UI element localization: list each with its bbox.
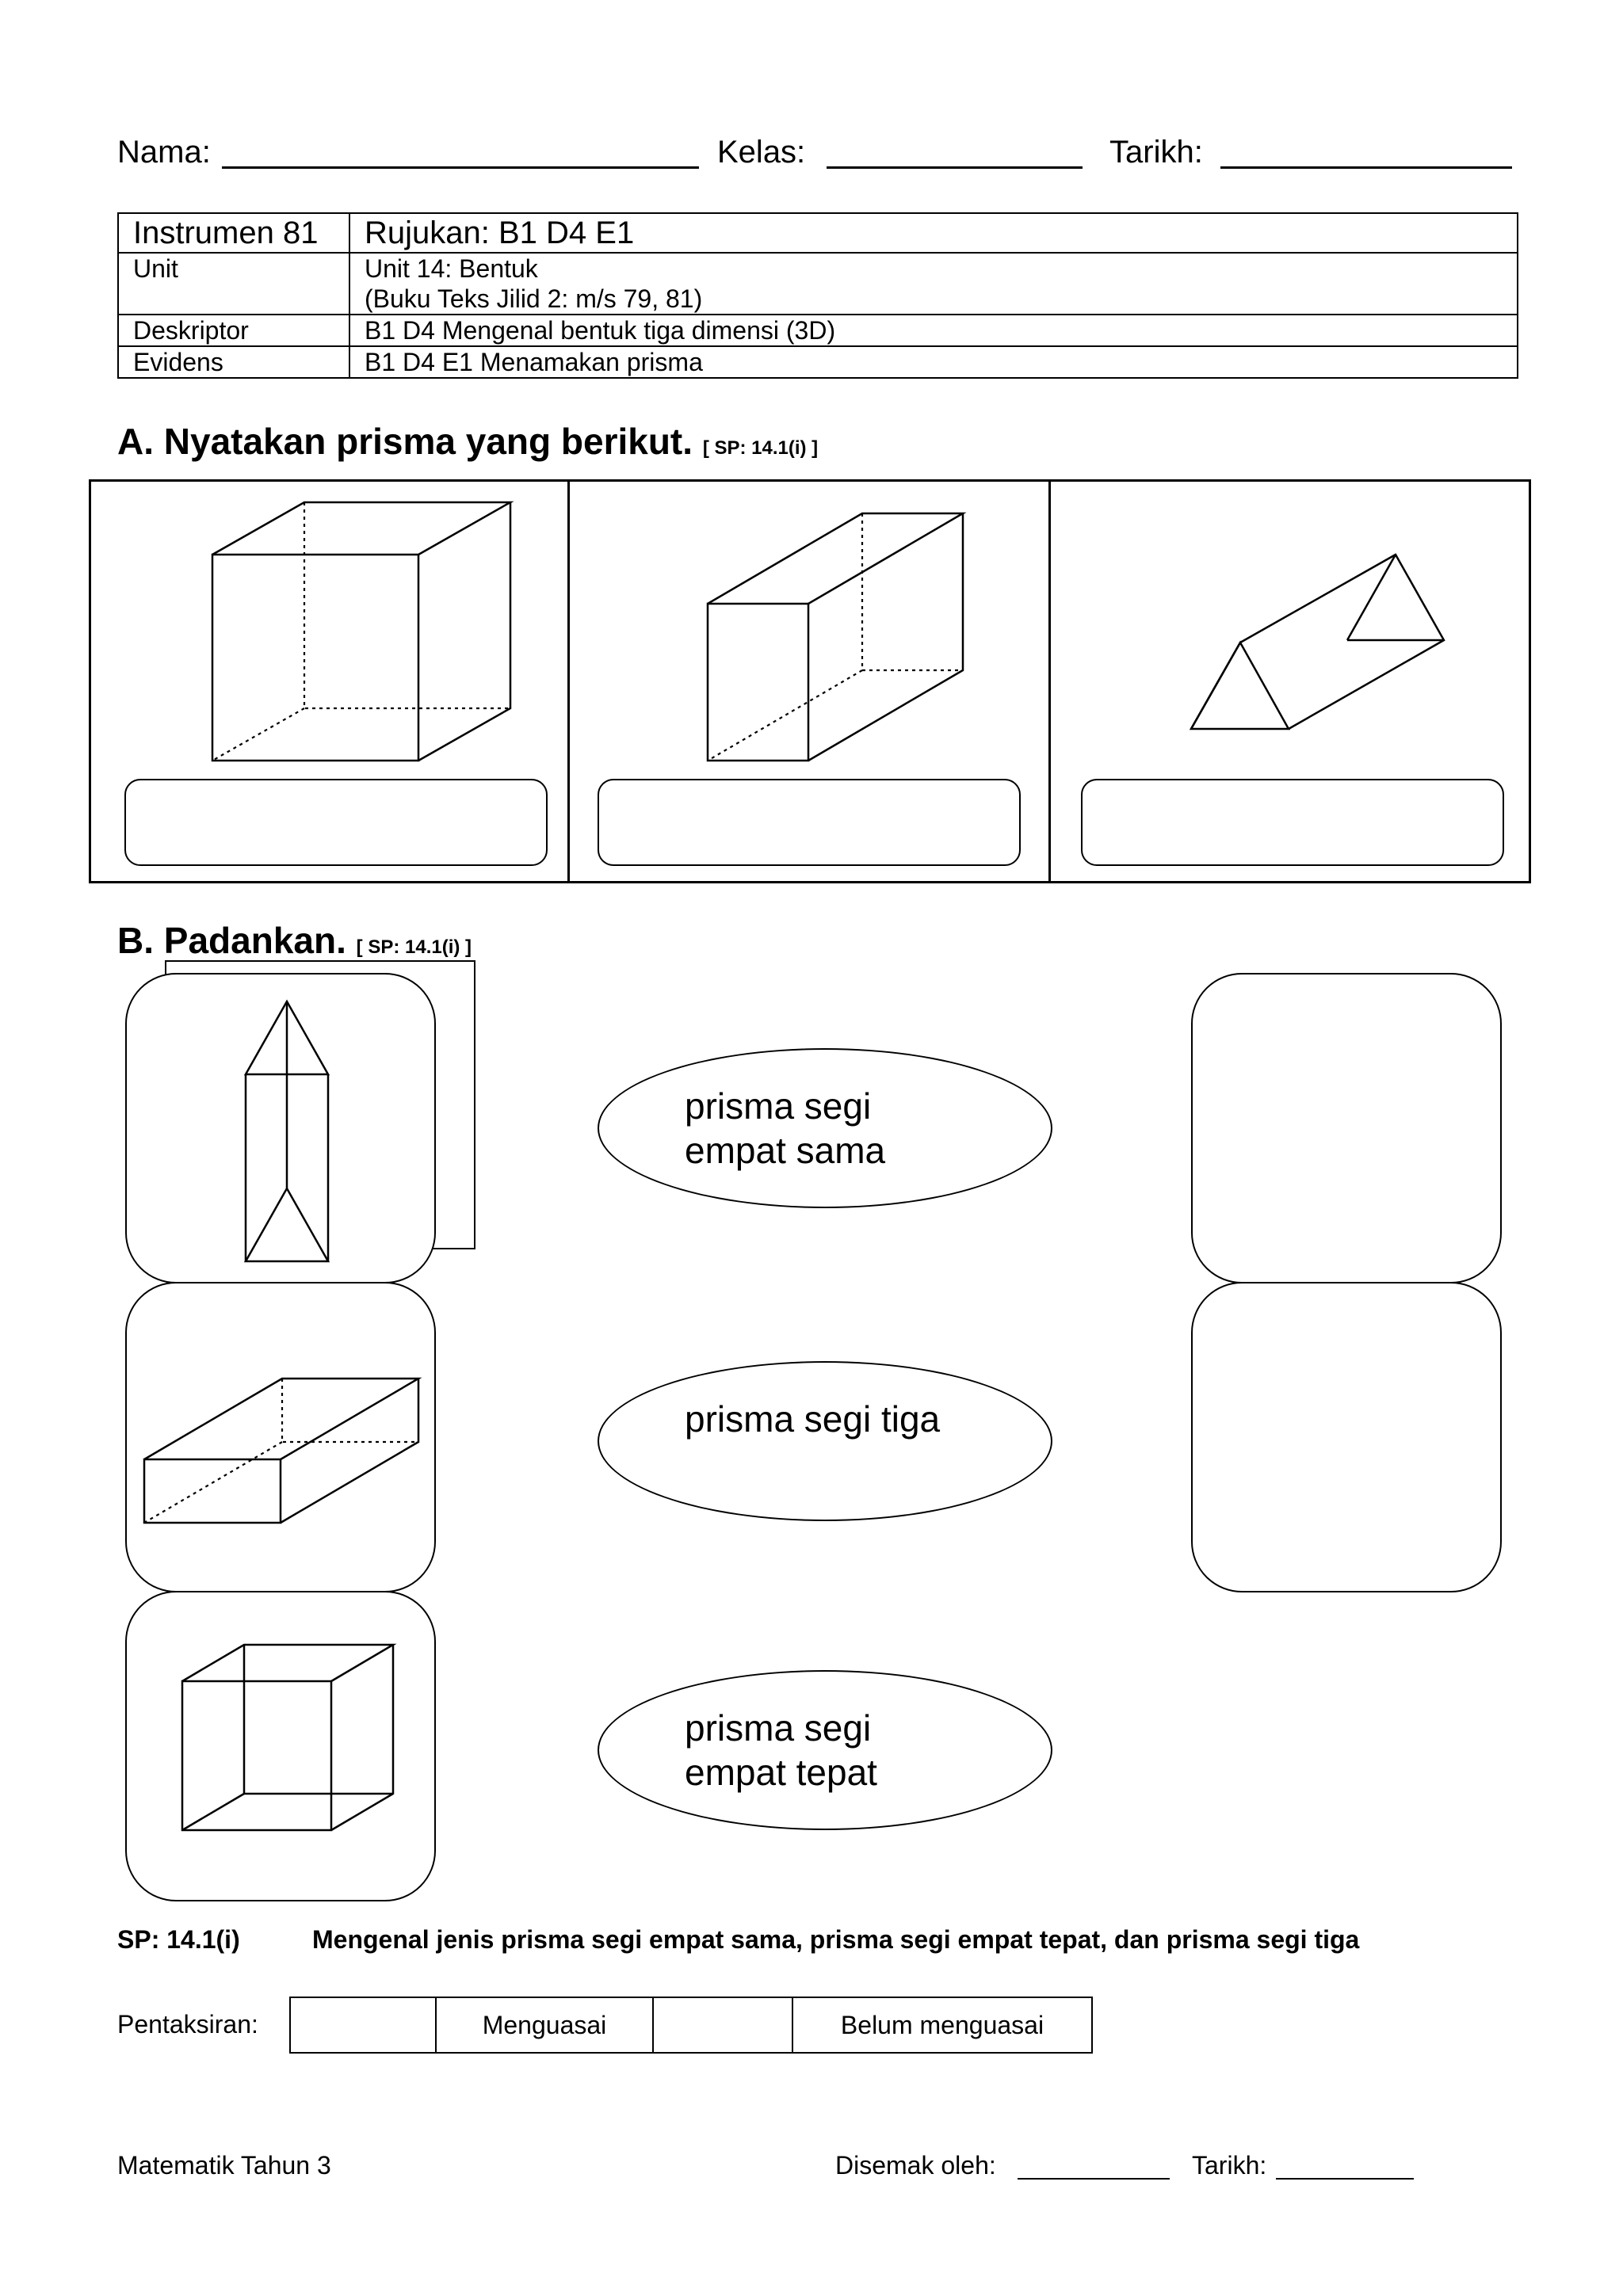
answer-box-2[interactable] <box>598 779 1021 866</box>
sp-code: SP: 14.1(i) <box>117 1925 240 1954</box>
unit-value: Unit 14: Bentuk (Buku Teks Jilid 2: m/s 79, 81) <box>349 253 1518 315</box>
answer-box-3[interactable] <box>1081 779 1504 866</box>
instrument-info-table <box>117 212 1518 379</box>
answer-match-box-1[interactable] <box>1191 973 1502 1283</box>
shape-box-2[interactable] <box>125 1282 436 1592</box>
small-cube-icon <box>0 0 1 1</box>
label-oval-2-text: prisma segi tiga <box>685 1398 941 1440</box>
descriptor-value: B1 D4 Mengenal bentuk tiga dimensi (3D) <box>349 315 1518 346</box>
unit-label: Unit <box>118 253 349 315</box>
answer-match-box-2[interactable] <box>1191 1282 1502 1592</box>
answer-box-1[interactable] <box>124 779 548 866</box>
evidence-label: Evidens <box>118 346 349 378</box>
name-field[interactable] <box>222 166 699 169</box>
checked-by-field[interactable] <box>1018 2178 1170 2180</box>
section-a-title: A. Nyatakan prisma yang berikut. [ SP: 14.1(i) ] <box>117 421 819 462</box>
not-mastered-label: Belum menguasai <box>792 1997 1092 2053</box>
class-field[interactable] <box>827 166 1083 169</box>
reference-code: Rujukan: B1 D4 E1 <box>349 213 1518 253</box>
class-label: Kelas: <box>717 135 806 170</box>
shape-box-3[interactable] <box>125 1591 436 1901</box>
mastered-label: Menguasai <box>436 1997 653 2053</box>
assessment-table <box>289 1997 1093 2054</box>
instrument-number: Instrumen 81 <box>118 213 349 253</box>
subject-label: Matematik Tahun 3 <box>117 2151 331 2180</box>
label-oval-1-text: prisma segi empat sama <box>685 1085 886 1171</box>
date-label: Tarikh: <box>1109 135 1203 170</box>
footer-date-field[interactable] <box>1276 2178 1414 2180</box>
shape-box-1[interactable] <box>125 973 436 1283</box>
descriptor-label: Deskriptor <box>118 315 349 346</box>
label-oval-2[interactable] <box>598 1361 1052 1521</box>
section-b-title: B. Padankan. [ SP: 14.1(i) ] <box>117 920 472 961</box>
not-mastered-checkbox[interactable] <box>653 1997 792 2053</box>
evidence-value: B1 D4 E1 Menamakan prisma <box>349 346 1518 378</box>
sp-description: Mengenal jenis prisma segi empat sama, prisma segi empat tepat, dan prisma segi tiga <box>312 1925 1360 1954</box>
name-label: Nama: <box>117 135 211 170</box>
checked-by-label: Disemak oleh: <box>835 2151 996 2180</box>
label-oval-3-text: prisma segi empat tepat <box>685 1707 877 1793</box>
mastered-checkbox[interactable] <box>290 1997 436 2053</box>
assessment-label: Pentaksiran: <box>117 2010 258 2039</box>
footer-date-label: Tarikh: <box>1192 2151 1267 2180</box>
date-field[interactable] <box>1220 166 1512 169</box>
